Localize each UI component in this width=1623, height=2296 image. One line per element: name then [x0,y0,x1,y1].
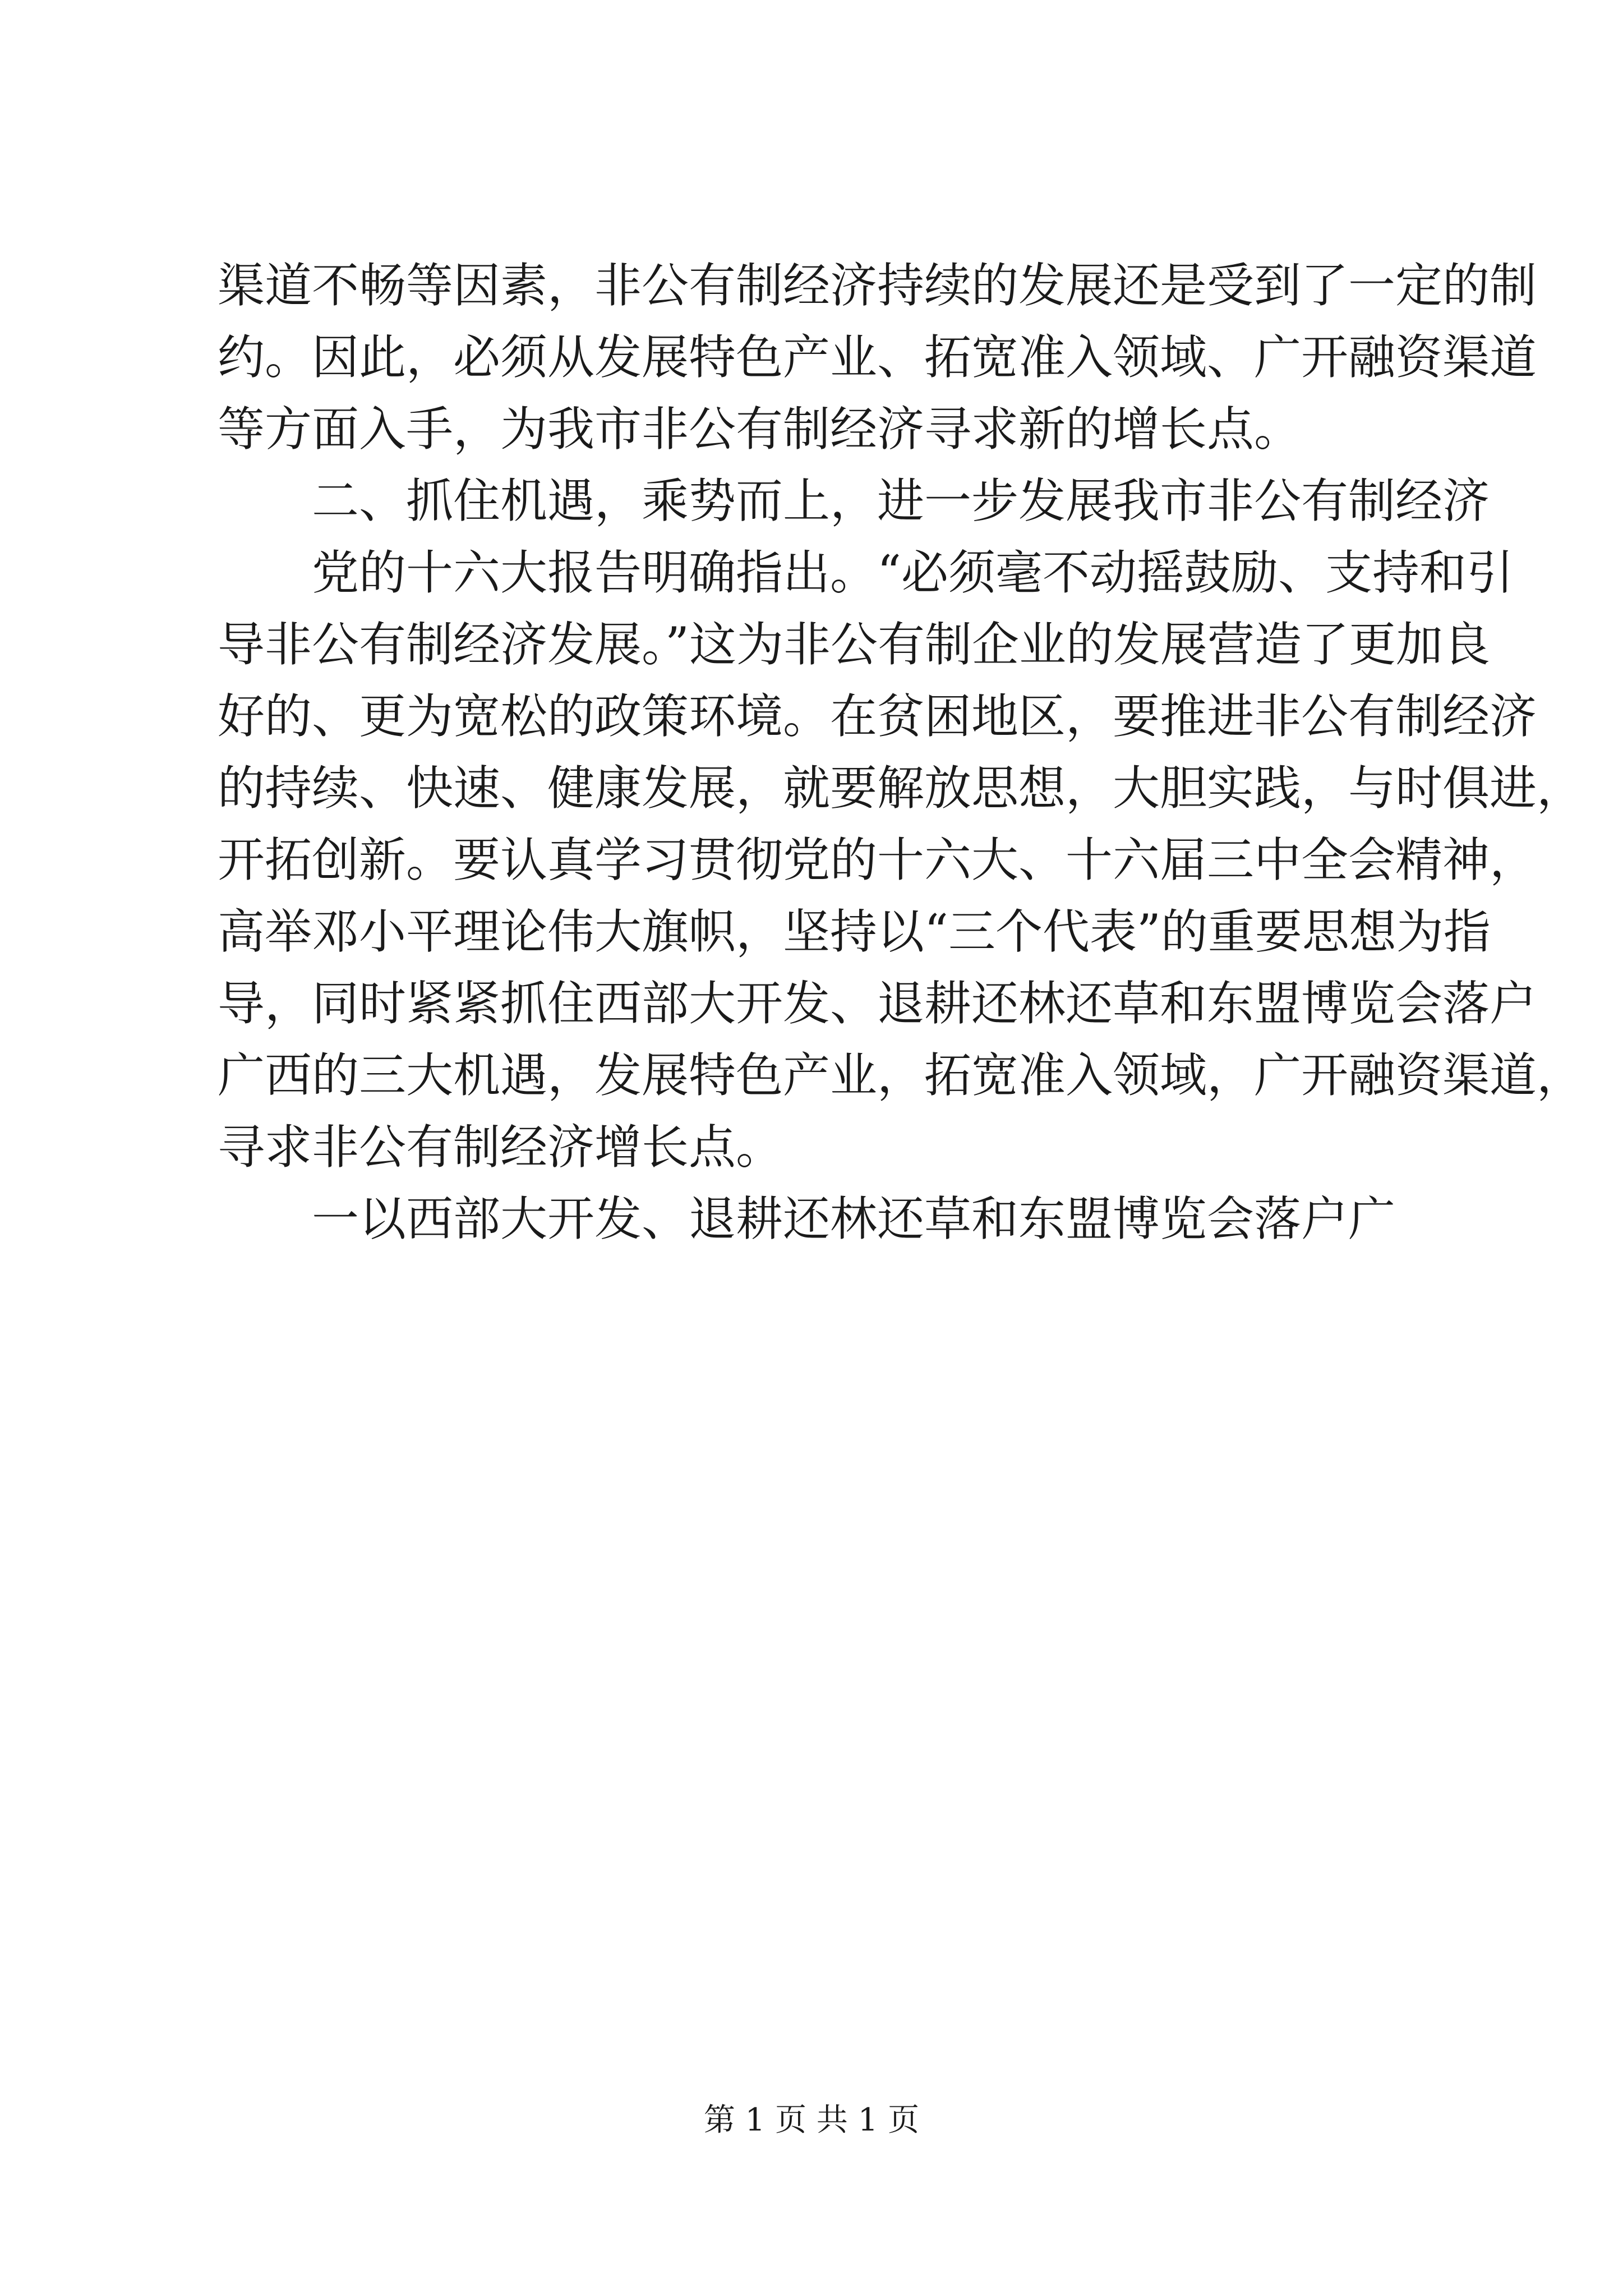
section-heading: 二、抓住机遇，乘势而上，进一步发展我市非公有制经济 [312,473,1490,528]
paragraph-line: 广西的三大机遇，发展特色产业，拓宽准入领域，广开融资渠道， [218,1048,1584,1103]
paragraph-line: 约。因此，必须从发展特色产业、拓宽准入领域、广开融资渠道 [218,330,1537,385]
paragraph-line: 等方面入手，为我市非公有制经济寻求新的增长点。 [218,402,1302,457]
paragraph-line: 高举邓小平理论伟大旗帜，坚持以“三个代表”的重要思想为指 [218,904,1491,959]
page-footer [0,2101,1623,2140]
paragraph-line: 开拓创新。要认真学习贯彻党的十六大、十六届三中全会精神， [218,832,1537,887]
paragraph-line: 党的十六大报告明确指出。“必须毫不动摇鼓励、支持和引 [312,545,1514,600]
paragraph-line: 导，同时紧紧抓住西部大开发、退耕还林还草和东盟博览会落户 [218,976,1537,1031]
paragraph-line: 好的、更为宽松的政策环境。在贫困地区，要推进非公有制经济 [218,689,1537,744]
document-body [218,250,1584,1255]
paragraph-line: 渠道不畅等因素，非公有制经济持续的发展还是受到了一定的制 [218,258,1537,313]
page-number-label: 第 1 页 共 1 页 [703,2102,920,2138]
paragraph-line: 导非公有制经济发展。”这为非公有制企业的发展营造了更加良 [218,617,1490,672]
paragraph-line: 寻求非公有制经济增长点。 [218,1120,783,1175]
subsection-heading: 一以西部大开发、退耕还林还草和东盟博览会落户广 [312,1191,1396,1246]
paragraph-line: 的持续、快速、健康发展，就要解放思想，大胆实践，与时俱进， [218,761,1584,816]
